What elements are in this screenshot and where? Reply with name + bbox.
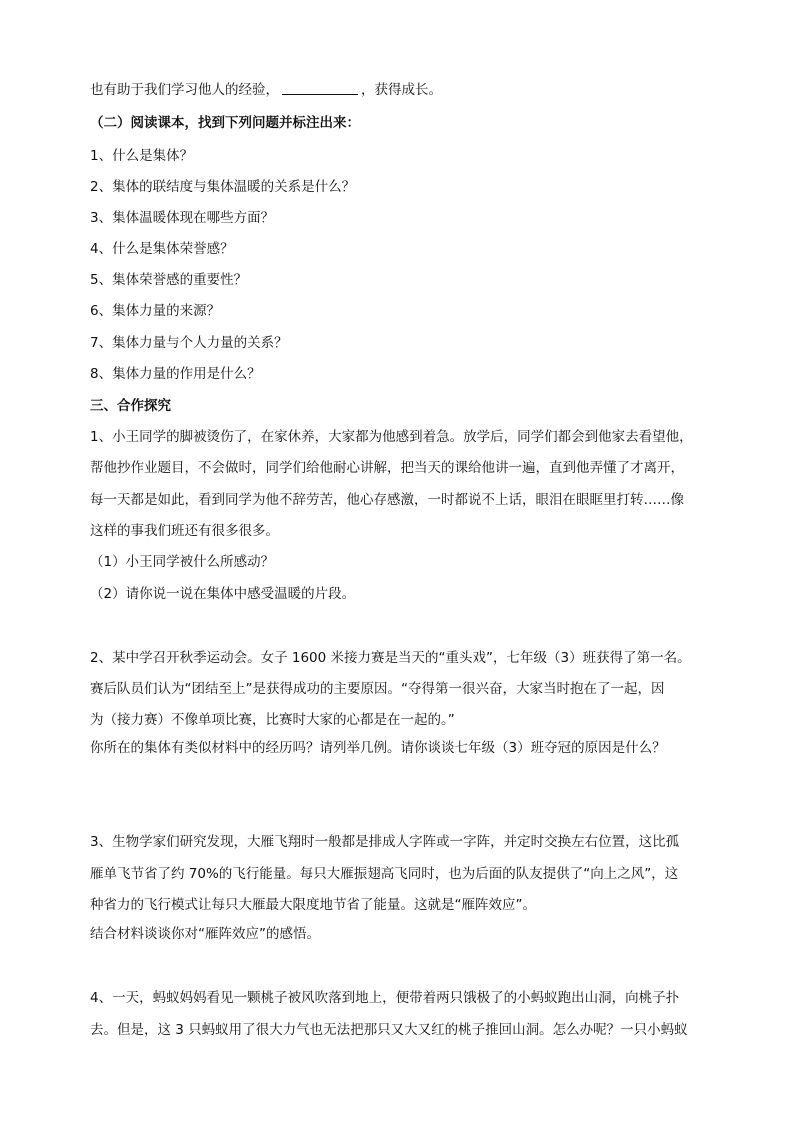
section-two-heading: （二）阅读课本，找到下列问题并标注出来： [90,115,360,131]
case-4-line: 去。但是，这 3 只蚂蚁用了很大力气也无法把那只又大又红的桃子推回山洞。怎么办呢？一只小蚂蚁 [90,1022,688,1038]
case-1-line: 这样的事我们班还有很多很多。 [90,523,279,539]
intro-sentence [90,80,710,100]
case-3-line: 雁单飞节省了约 70%的飞行能量。每只大雁振翅高飞同时，也为后面的队友提供了“向上之风”，这 [90,866,679,882]
case-2-line: 2、某中学召开秋季运动会。女子 1600 米接力赛是当天的“重头戏”，七年级（3）班获得了第一名。 [90,650,691,666]
intro-text-after: ，获得成长。 [361,82,442,98]
question-item: 1、什么是集体？ [90,148,194,164]
case-3-question: 结合材料谈谈你对“雁阵效应”的感悟。 [90,926,320,942]
question-item: 8、集体力量的作用是什么？ [90,366,261,382]
case-1-line: 1、小王同学的脚被烫伤了，在家休养，大家都为他感到着急。放学后，同学们都会到他家去看望他， [90,429,693,445]
case-3-line: 3、生物学家们研究发现，大雁飞翔时一般都是排成人字阵或一字阵，并定时交换左右位置，这比孤 [90,834,680,850]
case-1-question-2: （2）请你说一说在集体中感受温暖的片段。 [90,586,356,602]
case-3-line: 种省力的飞行模式让每只大雁最大限度地节省了能量。这就是“雁阵效应”。 [90,897,536,913]
question-item: 5、集体荣誉感的重要性？ [90,272,248,288]
case-1-line: 帮他抄作业题目，不会做时，同学们给他耐心讲解，把当天的课给他讲一遍，直到他弄懂了才离开， [90,460,684,476]
case-1-question-1: （1）小王同学被什么所感动？ [90,554,275,570]
question-item: 2、集体的联结度与集体温暖的关系是什么？ [90,179,356,195]
question-item: 3、集体温暖体现在哪些方面？ [90,210,275,226]
question-item: 6、集体力量的来源？ [90,303,221,319]
case-2-line: 赛后队员们认为“团结至上”是获得成功的主要原因。“夺得第一很兴奋，大家当时抱在了一起，因 [90,681,665,697]
case-2-line: 为（接力赛）不像单项比赛，比赛时大家的心都是在一起的。” [90,712,455,728]
case-2-question: 你所在的集体有类似材料中的经历吗？请列举几例。请你谈谈七年级（3）班夺冠的原因是什么？ [90,740,666,756]
fill-in-blank[interactable] [282,80,358,95]
case-1-line: 每一天都是如此，看到同学为他不辞劳苦，他心存感激，一时都说不上话，眼泪在眼眶里打转……像 [90,492,684,508]
case-4-line: 4、一天，蚂蚁妈妈看见一颗桃子被风吹落到地上，便带着两只饿极了的小蚂蚁跑出山洞，向桃子扑 [90,990,680,1006]
question-item: 4、什么是集体荣誉感？ [90,241,234,257]
question-item: 7、集体力量与个人力量的关系？ [90,335,288,351]
intro-text-before: 也有助于我们学习他人的经验， [90,82,279,98]
section-three-heading: 三、合作探究 [90,398,171,414]
